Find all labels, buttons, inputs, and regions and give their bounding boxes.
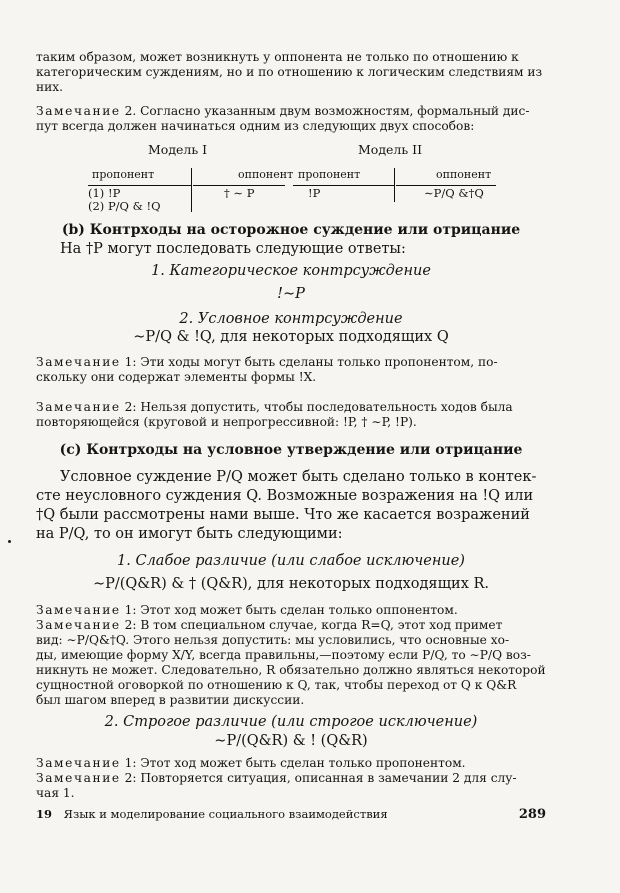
m1-divider: [191, 168, 192, 212]
m1-proponent-move-1: (1) !P: [88, 186, 121, 200]
remark-label: Замечание: [36, 400, 121, 414]
remark-label: Замечание: [36, 618, 121, 632]
models-table: [36, 142, 556, 217]
intro-line: них.: [36, 80, 63, 94]
remark-text: скольку они содержат элементы формы !X.: [36, 370, 317, 384]
m1-col-proponent: пропонент: [92, 168, 155, 181]
remark-label: Замечание: [36, 104, 121, 118]
remark-text: никнуть не может. Следовательно, R обязательно должно являться некоторой: [36, 663, 546, 677]
section-c-paragraph: [36, 468, 546, 544]
section-b-intro: На †P могут последовать следующие ответы:: [60, 241, 406, 257]
m2-col-proponent: пропонент: [298, 168, 361, 181]
m1-opponent-move-1: † ∼ P: [224, 186, 255, 200]
section-c-item1-title: 1. Слабое различие (или слабое исключение): [117, 553, 465, 569]
paragraph-line: †Q были рассмотрены нами выше. Что же касается возражений: [36, 507, 530, 523]
intro-line: таким образом, может возникнуть у оппонента не только по отношению к: [36, 50, 519, 64]
remark-label: Замечание: [36, 756, 121, 770]
section-b-heading: (b) Контрходы на осторожное суждение или отрицание: [61, 222, 521, 238]
section-b-remark1: [36, 355, 546, 385]
remark-text: 1: Этот ход может быть сделан только оппонентом.: [120, 603, 458, 617]
section-b-item2-formula: ∼P/Q & !Q, для некоторых подходящих Q: [133, 329, 449, 345]
margin-dot: [8, 540, 11, 543]
remark-top: [36, 104, 546, 134]
remark-label: Замечание: [36, 603, 121, 617]
remark-text: 2: Повторяется ситуация, описанная в замечании 2 для слу-: [120, 771, 517, 785]
paragraph-line: сте неусловного суждения Q. Возможные возражения на !Q или: [36, 488, 534, 504]
section-b-item1-formula: !∼P: [277, 286, 305, 302]
m1-proponent-move-2: (2) P/Q & !Q: [88, 199, 161, 213]
remark-text: повторяющейся (круговой и непрогрессивной: !P, † ∼P, !P).: [36, 415, 417, 429]
m2-col-opponent: оппонент: [436, 168, 492, 181]
paragraph-line: Условное суждение P/Q может быть сделано только в контек-: [60, 469, 537, 485]
section-b-item1-title: 1. Категорическое контрсуждение: [151, 263, 431, 279]
remark-text: чая 1.: [36, 786, 75, 800]
remark-text: 2. Согласно указанным двум возможностям, формальный дис-: [120, 104, 530, 118]
m2-opponent-move-1: ∼P/Q &†Q: [424, 186, 484, 200]
remark-text: пут всегда должен начинаться одним из следующих двух способов:: [36, 119, 475, 133]
intro-paragraph: [36, 50, 546, 95]
remark-text: 1: Этот ход может быть сделан только пропонентом.: [120, 756, 466, 770]
remark-label: Замечание: [36, 355, 121, 369]
remark-text: вид: ∼P/Q&†Q. Этого нельзя допустить: мы условились, что основные хо-: [36, 633, 510, 647]
section-c-item2-formula: ∼P/(Q&R) & ! (Q&R): [214, 733, 368, 749]
remark-text: 2: В том специальном случае, когда R=Q, этот ход примет: [120, 618, 503, 632]
section-c-remarks-1: [36, 603, 546, 708]
page-footer: [36, 807, 546, 821]
m2-divider: [394, 168, 395, 202]
section-c-item2-title: 2. Строгое различие (или строгое исключение): [104, 714, 478, 730]
paragraph-line: на P/Q, то он имогут быть следующими:: [36, 526, 343, 542]
section-c-remarks-2: [36, 756, 546, 801]
intro-line: категорическим суждениям, но и по отношению к логическим следствиям из: [36, 65, 543, 79]
m2-proponent-move-1: !P: [308, 186, 321, 200]
section-b-remark2: [36, 400, 546, 430]
remark-text: был шагом вперед в развитии дискуссии.: [36, 693, 305, 707]
model1-title: Модель I: [148, 142, 208, 157]
section-b-item2-title: 2. Условное контрсуждение: [179, 311, 403, 327]
section-c-item1-formula: ∼P/(Q&R) & † (Q&R), для некоторых подходящих R.: [92, 576, 490, 592]
m1-col-opponent: оппонент: [238, 168, 294, 181]
remark-text: сущностной оговоркой по отношению к Q, так, чтобы переход от Q к Q&R: [36, 678, 517, 692]
page-number: 289: [518, 807, 546, 822]
model2-title: Модель II: [358, 142, 423, 157]
remark-text: ды, имеющие форму X/Y, всегда правильны,—поэтому если P/Q, то ∼P/Q воз-: [36, 648, 531, 662]
running-title: Язык и моделирование социального взаимодействия: [63, 807, 388, 821]
remark-text: 2: Нельзя допустить, чтобы последовательность ходов была: [120, 400, 513, 414]
signature-number: 19: [36, 807, 53, 821]
section-c-heading: (c) Контрходы на условное утверждение или отрицание: [59, 442, 523, 458]
remark-text: 1: Эти ходы могут быть сделаны только пропонентом, по-: [120, 355, 498, 369]
remark-label: Замечание: [36, 771, 121, 785]
